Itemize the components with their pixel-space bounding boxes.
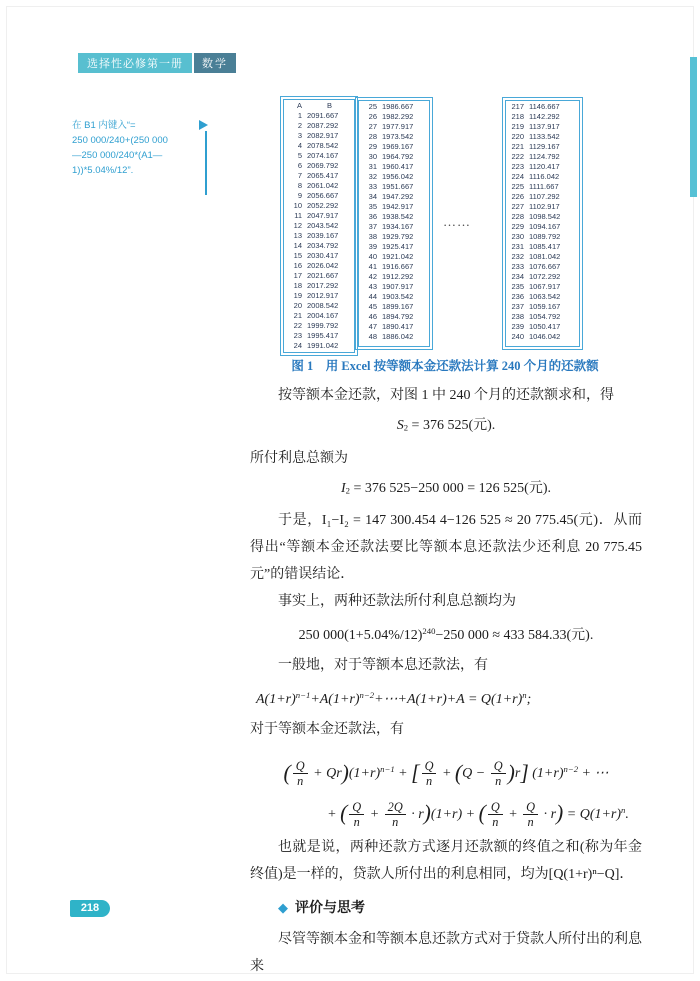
sheet-row: 20 2008.542: [293, 301, 339, 310]
sheet-row: 43 1907.917: [368, 282, 414, 291]
sheet-row: 13 2039.167: [293, 231, 339, 240]
paragraph-sum-intro: 按等额本金还款，对图 1 中 240 个月的还款额求和，得: [278, 388, 614, 403]
sheet-row: 44 1903.542: [368, 292, 414, 301]
body-text-column: [250, 382, 642, 980]
spreadsheet-table-months-217-240: [505, 100, 580, 347]
sheet-row: 2 2087.292: [297, 121, 339, 130]
sheet-row: 11 2047.917: [294, 211, 339, 220]
sheet-row: 6 2069.792: [297, 161, 339, 170]
note-line: 1))*5.04%/12”.: [72, 165, 134, 176]
sheet-row: 218 1142.292: [511, 112, 560, 121]
formula-equal-principal-line1: ( $\frac{Q}{n}$ + $Qr)(1+r)^{n-1}$ + [ $\frac{Q}{n}$ + (Q − $\frac{Q}{n}$ )r] $(1+r)^{n-2}$ + ⋯: [283, 758, 609, 789]
sheet-row: 36 1938.542: [368, 212, 414, 221]
sheet-row: 239 1050.417: [511, 322, 561, 331]
note-pointer-triangle-icon: [199, 120, 208, 130]
fraction: $\frac{2Q}{n}$: [385, 800, 406, 829]
formula-total-interest: 250 $000(1+5.04\%/12)^{240}-250$ 000 ≈ 433 584.33(元).: [298, 626, 594, 644]
sheet-row: 1 2091.667: [297, 111, 339, 120]
sheet-row: 32 1956.042: [368, 172, 414, 181]
section-heading: [250, 894, 642, 922]
figure-caption: 图 1 用 Excel 按等额本金还款法计算 240 个月的还款额: [291, 359, 599, 373]
sheet-row: 238 1054.792: [511, 312, 561, 321]
sheet-row: 232 1081.042: [511, 252, 561, 261]
fraction: $\frac{Q}{n}$: [488, 800, 503, 829]
sheet-row: 7 2065.417: [297, 171, 339, 180]
subject-badge: 数学: [194, 53, 236, 73]
spreadsheet-table-months-1-24: [283, 99, 355, 353]
sheet-row: 30 1964.792: [368, 152, 414, 161]
sheet-row: 16 2026.042: [293, 261, 339, 270]
note-line: 250 000/240+(250 000: [72, 135, 168, 146]
section-title: 评价与思考: [295, 900, 365, 916]
page-edge-accent-bar: [690, 57, 697, 197]
sheet-row: 47 1890.417: [368, 322, 414, 331]
sheet-row: 240 1046.042: [511, 332, 561, 341]
sheet-row: 224 1116.042: [511, 172, 560, 181]
sheet-row: 45 1899.167: [368, 302, 414, 311]
fraction: $\frac{Q}{n}$: [349, 800, 364, 829]
sheet-row: 23 1995.417: [293, 331, 339, 340]
sheet-row: 15 2030.417: [293, 251, 339, 260]
note-leader-rule: [205, 131, 207, 195]
sheet-row: 26 1982.292: [368, 112, 414, 121]
sheet-row: 39 1925.417: [368, 242, 414, 251]
sheet-header-row: A B: [296, 101, 332, 110]
sheet-row: 24 1991.042: [293, 341, 339, 350]
paragraph-interest-intro: 所付利息总额为: [250, 450, 348, 466]
fraction: $\frac{Q}{n}$: [422, 759, 437, 788]
sheet-row: 225 1111.667: [511, 182, 559, 191]
sheet-row: 34 1947.292: [368, 192, 414, 201]
sheet-row: 35 1942.917: [368, 202, 414, 211]
sheet-row: 46 1894.792: [368, 312, 414, 321]
note-line: —250 000/240*(A1—: [72, 150, 163, 161]
sheet-row: 17 2021.667: [293, 271, 339, 280]
formula-s2: S2 = 376 525(元).: [396, 418, 496, 433]
paragraph-conclusion: 也就是说，两种还款方式逐月还款额的终值之和(称为年金终值)是一样的，贷款人所付出的利息相同，均为[Q(1+r)ⁿ−Q]．: [250, 839, 642, 882]
sheet-row: 223 1120.417: [511, 162, 560, 171]
sheet-row: 233 1076.667: [511, 262, 561, 271]
sheet-row: 220 1133.542: [511, 132, 560, 141]
paragraph-fact-intro: 事实上，两种还款法所付利息总额均为: [278, 594, 516, 610]
sheet-row: 41 1916.667: [368, 262, 414, 271]
sheet-row: 9 2056.667: [297, 191, 339, 200]
sheet-row: 4 2078.542: [297, 141, 339, 150]
sheet-row: 234 1072.292: [511, 272, 561, 281]
paragraph-comparison: 于是，I₁−I₂ = 147 300.454 4−126 525 ≈ 20 775.45(元)．从而得出“等额本金还款法要比等额本息还款法少还利息 20 775.45 元”的错误结论．: [250, 513, 642, 583]
sheet-row: 40 1921.042: [368, 252, 414, 261]
sheet-row: 25 1986.667: [368, 102, 414, 111]
sheet-row: 19 2012.917: [293, 291, 339, 300]
fraction: $\frac{Q}{n}$: [293, 759, 308, 788]
sheet-row: 22 1999.792: [293, 321, 339, 330]
sheet-row: 28 1973.542: [368, 132, 414, 141]
formula-i2: I2 = 376 525−250 000 = 126 525(元).: [340, 480, 552, 496]
sheet-row: 217 1146.667: [511, 102, 560, 111]
paragraph-principal-intro: 对于等额本金还款法，有: [250, 722, 404, 737]
sheet-row: 231 1085.417: [511, 242, 561, 251]
sheet-row: 31 1960.417: [368, 162, 414, 171]
sheet-row: 228 1098.542: [511, 212, 561, 221]
sheet-row: 235 1067.917: [511, 282, 561, 291]
sheet-row: 42 1912.292: [368, 272, 414, 281]
sheet-row: 221 1129.167: [511, 142, 560, 151]
fraction: $\frac{Q}{n}$: [523, 800, 538, 829]
sheet-row: 219 1137.917: [511, 122, 560, 131]
formula-equal-principal-line2: + ( $\frac{Q}{n}$ + $\frac{2Q}{n}$ · r)(1+r) + ( $\frac{Q}{n}$ + $\frac{Q}{n}$ · $r) = Q(1+r)^n$.: [327, 799, 629, 829]
sheet-row: 237 1059.167: [511, 302, 561, 311]
sheet-row: 236 1063.542: [511, 292, 561, 301]
sheet-row: 38 1929.792: [368, 232, 414, 241]
sheet-row: 10 2052.292: [293, 201, 339, 210]
formula-equal-installment: $A(1+r)^{n-1}+A(1+r)^{n-2}+\cdots+A(1+r)+A = Q(1+r)^n$;: [256, 690, 532, 707]
sheet-row: 33 1951.667: [368, 182, 414, 191]
sheet-row: 229 1094.167: [511, 222, 561, 231]
sheet-row: 3 2082.917: [297, 131, 339, 140]
series-badge: 选择性必修第一册: [78, 53, 192, 73]
sheet-row: 21 2004.167: [293, 311, 339, 320]
spreadsheet-table-months-25-48: [358, 100, 430, 347]
sheet-row: 222 1124.792: [511, 152, 560, 161]
margin-note: [72, 118, 202, 178]
sheet-row: 5 2074.167: [297, 151, 339, 160]
fraction: $\frac{Q}{n}$: [491, 759, 506, 788]
sheet-row: 8 2061.042: [297, 181, 339, 190]
page-number-badge: 218: [70, 900, 110, 917]
page-header: [78, 53, 236, 73]
sheet-row: 12 2043.542: [293, 221, 339, 230]
sheet-row: 230 1089.792: [511, 232, 561, 241]
sheet-row: 18 2017.292: [293, 281, 339, 290]
paragraph-general-intro: 一般地，对于等额本息还款法，有: [278, 658, 488, 674]
sheet-row: 48 1886.042: [368, 332, 414, 341]
note-line: 在 B1 内键入“=: [72, 120, 136, 131]
paragraph-evaluation-start: 尽管等额本金和等额本息还款方式对于贷款人所付出的利息来: [250, 931, 642, 974]
sheet-row: 29 1969.167: [368, 142, 414, 151]
diamond-icon: ◆: [278, 899, 288, 915]
sheet-ellipsis: ……: [443, 214, 471, 229]
sheet-row: 37 1934.167: [368, 222, 414, 231]
sheet-row: 27 1977.917: [368, 122, 414, 131]
sheet-row: 14 2034.792: [293, 241, 339, 250]
sheet-row: 227 1102.917: [511, 202, 560, 211]
sheet-row: 226 1107.292: [511, 192, 560, 201]
